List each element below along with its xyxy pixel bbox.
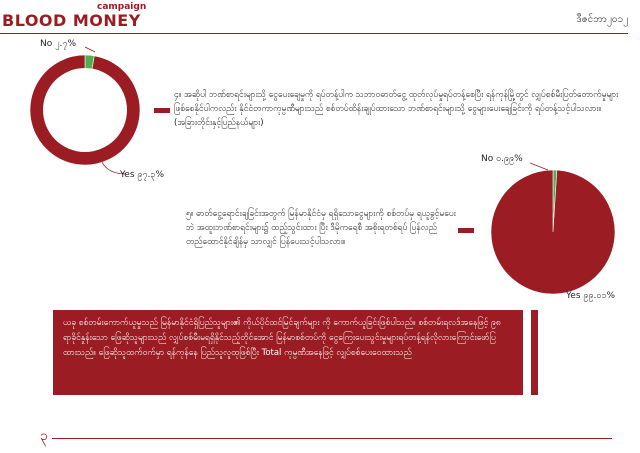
brand-tagline: campaign — [97, 2, 147, 12]
q4-donut-hole — [43, 68, 127, 152]
page-number: ၃ — [40, 428, 48, 444]
brand-title: BLOOD MONEY — [2, 11, 141, 30]
q4-question-text: ၄။ အဆိုပါ ဘဏ်စာရင်းများသို့ ငွေပေးချေမှုကို ရပ်တန့်ပါက သဘာဝဓာတ်ငွေ့ ထုတ်လုပ်မှုရပ်တန့်စေပြီး ရန်ကုန်မြို့တွင် လျှပ်စစ်မီးပြတ်တောက်မှုများ ဖြစ်စေနိုင်ပါကလည်း နိုင်ငံတကာကုမ္ပဏီများသည် စစ်တပ်ထိန်းချုပ်ထားသော ဘဏ်စာရင်းများသို့ ငွေများပေးချေခြင်းကို ရပ်တန့်သင့်ပါသလား။ (အခြားတိုင်းနှင့်ပြည်နယ်များ) — [174, 90, 619, 128]
q4-no-leader-line — [85, 46, 97, 54]
q5-yes-leader-line — [536, 280, 566, 296]
summary-text: ယခု စစ်တမ်းကောက်ယူမှုသည် မြန်မာနိုင်ငံရှိပြည်သူများ၏ ကိုယ်ပိုင်ထင်မြင်ချက်များ ကို ကောက်ယူခြင်းဖြစ်ပါသည်။ စစ်တမ်းရလဒ်အနေဖြင့် ၉၈ ရာခိုင်နှုန်းသော ဖြေဆိုသူများသည် လျှပ်စစ်မီးမရရှိနိုင်သည့်တိုင်အောင် မြန်မာစစ်တပ်ကို ငွေကြေးပေးသွင်းမှုများရပ်တန့်ရန်လိုလားကြောင်းဖော်ပြထားသည်။ ဖြေဆိုသူထက်ဝက်မှာ ရန်ကုန်နေ ပြည်သူလူထုဖြစ်ပြီး Total ကုမ္ပဏီအနေဖြင့် လျှပ်စစ်ပေးဝေထားသည် — [63, 318, 501, 358]
header-date: ဒီဇင်ဘာ၂၀၁၂ — [576, 14, 628, 25]
q5-yes-label: Yes ၉၉.၀၁% — [566, 291, 616, 301]
q5-marker — [458, 228, 474, 233]
q5-no-label: No ၀.၉၉% — [481, 154, 523, 164]
q5-pie-chart — [476, 165, 626, 297]
q4-no-label: No ၂.၇% — [40, 39, 76, 49]
q5-slice-yes — [491, 170, 615, 294]
summary-box — [53, 310, 523, 395]
q4-yes-label: Yes ၉၇.၃% — [120, 170, 164, 180]
q4-donut-chart — [25, 45, 145, 175]
footer-rule — [52, 438, 612, 439]
summary-side-bar — [531, 310, 538, 395]
q4-marker — [154, 108, 170, 113]
header-rule — [0, 33, 628, 34]
q5-no-leader-line — [530, 162, 550, 172]
q5-question-text: ၅။ ဓာတ်ငွေ့ရောင်းချခြင်းအတွက် မြန်မာနိုင်ငံမှ ရရှိသောငွေများကို စစ်တပ်မှ ရယူခွင့်မပေးဘဲ အထူးဘဏ်စာရင်းများ၌ ထည့်သွင်းထား ပြီး ဒီမိုကရေစီ အစိုးရတစ်ရပ် ပြန်လည်တည်ထောင်နိုင်ချိန်မှ သာလျှင် ပြန်ပေးသင့်ပါသလား။ — [186, 209, 456, 247]
